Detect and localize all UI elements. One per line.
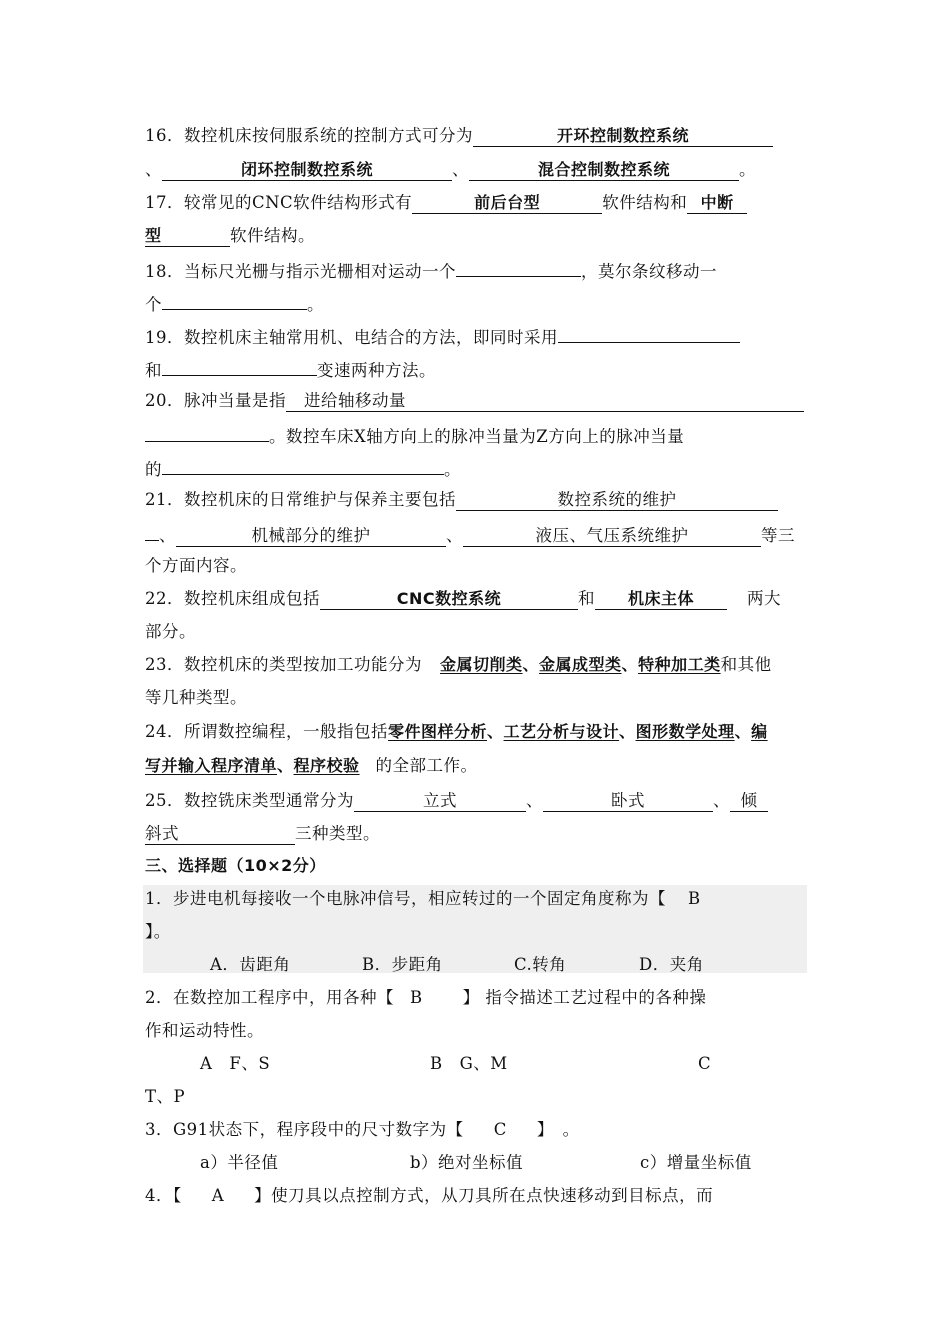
- q20-line1: 20．脉冲当量是指 进给轴移动量: [145, 390, 804, 412]
- mc1-option-b: B．步距角: [362, 955, 443, 974]
- q20-line3: 的 。: [145, 456, 461, 481]
- mc2-line2: 作和运动特性。: [145, 1021, 264, 1040]
- q21-line1: 21．数控机床的日常维护与保养主要包括 数控系统的维护: [145, 489, 778, 511]
- q23-line2: 等几种类型。: [145, 688, 247, 707]
- mc1-line2: 】。: [145, 922, 171, 941]
- mc2-line1: 2．在数控加工程序中，用各种【 B 】 指令描述工艺过程中的各种操: [145, 988, 707, 1007]
- q21-line2: 、 机械部分的维护 、 液压、气压系统维护 等三: [145, 522, 795, 547]
- q24-answer4b: 写并输入程序清单: [145, 756, 278, 775]
- q23-answer2: 金属成型类: [539, 655, 622, 674]
- q25-answer3b: 斜式: [145, 824, 295, 845]
- q20-blank-continue: [145, 423, 269, 442]
- q24-answer1: 零件图样分析: [388, 722, 488, 741]
- q16-answer2: 闭环控制数控系统: [162, 160, 452, 181]
- mc2-option-b: B G、M: [430, 1054, 508, 1073]
- q17-answer1: 前后台型: [412, 193, 602, 214]
- mc1-options: [210, 954, 704, 976]
- mc2-options: [200, 1053, 711, 1075]
- q21-line3: 个方面内容。: [145, 556, 247, 575]
- mc1-line1: 1．步进电机每接收一个电脉冲信号，相应转过的一个固定角度称为【 B: [145, 889, 701, 908]
- q20-blank2: [162, 456, 444, 475]
- q24-line2: 写并输入程序清单、程序校验 的全部工作。: [145, 756, 478, 775]
- q23-line1: 23．数控机床的类型按加工功能分为 金属切削类、金属成型类、特种加工类和其他: [145, 655, 772, 674]
- mc3-line1: 3．G91状态下，程序段中的尺寸数字为【 C 】 。: [145, 1120, 580, 1139]
- mc3-options: [200, 1152, 752, 1174]
- q25-answer3a: 倾: [730, 791, 768, 812]
- q24-line1: 24．所谓数控编程，一般指包括零件图样分析、工艺分析与设计、图形数学处理、编: [145, 722, 768, 741]
- q17-line1: 17．较常见的CNC软件结构形式有 前后台型 软件结构和 中断: [145, 192, 747, 214]
- q19-blank1: [558, 324, 740, 343]
- q21-answer3: 液压、气压系统维护: [463, 526, 761, 547]
- mc3-option-a: a）半径值: [200, 1153, 279, 1172]
- q24-answer3: 图形数学处理: [635, 722, 735, 741]
- q16-line2: 、 闭环控制数控系统 、 混合控制数控系统 。: [145, 160, 756, 179]
- q25-answer1: 立式: [354, 791, 526, 812]
- q16-answer3: 混合控制数控系统: [469, 160, 739, 181]
- q17-answer2a: 中断: [687, 193, 747, 214]
- mc2-option-c-continued: T、P: [145, 1087, 186, 1106]
- mc4-line1: 4．【 A 】使刀具以点控制方式，从刀具所在点快速移动到目标点，而: [145, 1186, 714, 1205]
- q22-answer2: 机床主体: [595, 589, 727, 610]
- q18-line1: 18．当标尺光栅与指示光栅相对运动一个 ，莫尔条纹移动一: [145, 258, 717, 283]
- q20-answer1: 进给轴移动量: [286, 391, 804, 412]
- q17-answer2b: 型: [145, 226, 230, 247]
- mc1-option-a: A．齿距角: [210, 955, 291, 974]
- q18-blank2: [162, 291, 307, 310]
- mc1-option-c: C.转角: [514, 955, 567, 974]
- mc2-option-a: A F、S: [200, 1054, 271, 1073]
- q22-answer1: CNC数控系统: [320, 589, 578, 610]
- q22-line2: 部分。: [145, 622, 196, 641]
- mc3-answer: C: [493, 1120, 507, 1139]
- q21-answer1: 数控系统的维护: [456, 490, 778, 511]
- mc1-option-d: D．夹角: [639, 955, 704, 974]
- q25-line1: 25．数控铣床类型通常分为 立式 、 卧式 、 倾: [145, 790, 768, 812]
- section-heading-multiple-choice: 三、选择题（10×2分）: [145, 856, 326, 875]
- q25-line2: 斜式 三种类型。: [145, 824, 380, 843]
- q19-blank2: [162, 357, 317, 376]
- mc2-answer: B: [410, 988, 423, 1007]
- mc3-option-c: c）增量坐标值: [640, 1153, 752, 1172]
- q17-line2: 型 软件结构。: [145, 226, 315, 245]
- q20-line2: 。数控车床X轴方向上的脉冲当量为Z方向上的脉冲当量: [145, 423, 684, 448]
- mc3-option-b: b）绝对坐标值: [410, 1153, 524, 1172]
- q23-answer1: 金属切削类: [440, 655, 523, 674]
- q21-blank-continue: [145, 522, 159, 541]
- q18-blank1: [456, 258, 581, 277]
- q23-answer3: 特种加工类: [638, 655, 721, 674]
- q24-answer5: 程序校验: [293, 756, 360, 775]
- mc2-option-c: C: [698, 1054, 712, 1073]
- mc4-answer: A: [211, 1186, 225, 1205]
- q16-line1: 16．数控机床按伺服系统的控制方式可分为 开环控制数控系统: [145, 125, 773, 147]
- q22-line1: 22．数控机床组成包括 CNC数控系统 和 机床主体 两大: [145, 589, 781, 608]
- q21-answer2: 机械部分的维护: [176, 526, 446, 547]
- q24-answer2: 工艺分析与设计: [503, 722, 620, 741]
- mc1-answer: B: [688, 889, 701, 908]
- q16-answer1: 开环控制数控系统: [473, 126, 773, 147]
- q25-answer2: 卧式: [543, 791, 713, 812]
- q18-line2: 个 。: [145, 291, 324, 316]
- q19-line1: 19．数控机床主轴常用机、电结合的方法，即同时采用: [145, 324, 740, 349]
- q24-answer4a: 编: [751, 722, 768, 741]
- q19-line2: 和 变速两种方法。: [145, 357, 436, 382]
